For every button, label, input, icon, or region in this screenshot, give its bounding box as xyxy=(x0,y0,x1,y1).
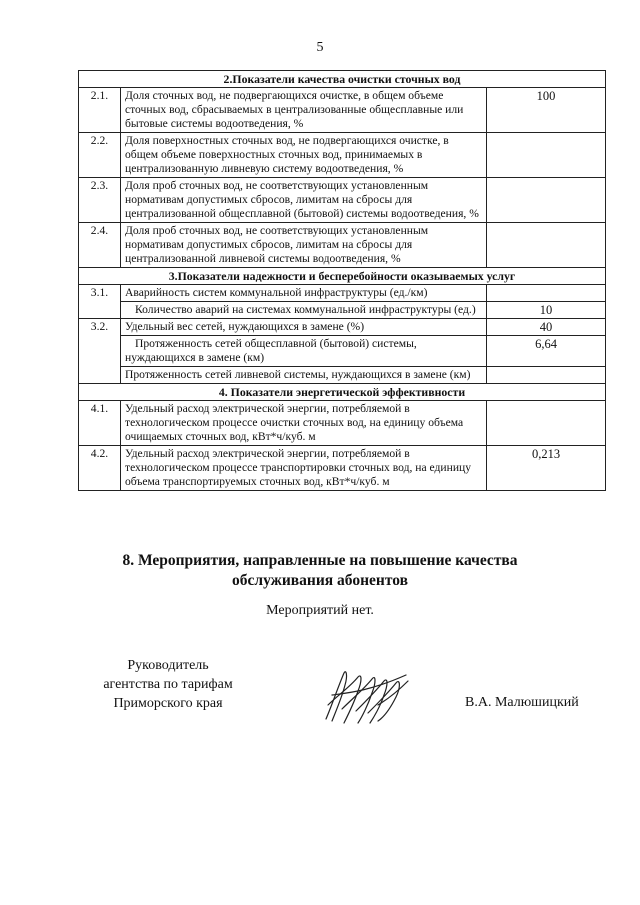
signer-title-line: агентства по тарифам xyxy=(103,677,233,692)
row-text: Доля проб сточных вод, не соответствующих установленным нормативам допустимых сбросов, лимитам на сбросы для централизованной общесплавной (бытовой) системы водоотведения, % xyxy=(121,178,487,223)
signer-name: В.А. Малюшицкий xyxy=(465,695,579,710)
section-title: 3.Показатели надежности и бесперебойности оказываемых услуг xyxy=(79,268,606,285)
row-value xyxy=(487,133,606,178)
signer-title-line: Приморского края xyxy=(113,696,223,711)
row-number: 3.2. xyxy=(79,319,121,384)
section-title: 2.Показатели качества очистки сточных вод xyxy=(79,71,606,88)
row-text: Аварийность систем коммунальной инфраструктуры (ед./км) xyxy=(121,285,487,302)
handwritten-signature xyxy=(318,665,413,727)
row-value: 6,64 xyxy=(487,336,606,367)
table-row xyxy=(79,302,606,319)
row-text: Количество аварий на системах коммунальной инфраструктуры (ед.) xyxy=(121,302,487,319)
row-number: 4.1. xyxy=(79,401,121,446)
signer-title-line: Руководитель xyxy=(127,658,209,673)
row-value: 10 xyxy=(487,302,606,319)
row-text: Протяженность сетей общесплавной (бытовой) системы, нуждающихся в замене (км) xyxy=(121,336,487,367)
row-number: 4.2. xyxy=(79,446,121,491)
row-value: 100 xyxy=(487,88,606,133)
heading-line: обслуживания абонентов xyxy=(232,572,408,589)
row-number: 3.1. xyxy=(79,285,121,319)
row-text: Доля проб сточных вод, не соответствующих установленным нормативам допустимых сбросов, лимитам на сбросы для централизованной ливневой системы водоотведения, % xyxy=(121,223,487,268)
row-value xyxy=(487,223,606,268)
table-row xyxy=(79,319,606,336)
section-header-row xyxy=(79,384,606,401)
section-header-row xyxy=(79,71,606,88)
table-row xyxy=(79,446,606,491)
table-row xyxy=(79,401,606,446)
no-measures-text: Мероприятий нет. xyxy=(266,603,374,618)
row-value xyxy=(487,401,606,446)
row-text: Доля сточных вод, не подвергающихся очистке, в общем объеме сточных вод, сбрасываемых в централизованные общесплавные или бытовые системы водоотведения, % xyxy=(121,88,487,133)
row-number: 2.2. xyxy=(79,133,121,178)
row-text: Доля поверхностных сточных вод, не подвергающихся очистке, в общем объеме поверхностных сточных вод, принимаемых в централизованную ливневую систему водоотведения, % xyxy=(121,133,487,178)
section-header-row xyxy=(79,268,606,285)
signer-title xyxy=(88,656,248,713)
table-row xyxy=(79,178,606,223)
page-number: 5 xyxy=(316,40,324,55)
row-value xyxy=(487,367,606,384)
table-row xyxy=(79,285,606,302)
indicators-table xyxy=(78,70,606,491)
table-row xyxy=(79,88,606,133)
heading-line: 8. Мероприятия, направленные на повышение качества xyxy=(122,552,518,569)
row-value xyxy=(487,178,606,223)
row-value: 0,213 xyxy=(487,446,606,491)
row-value: 40 xyxy=(487,319,606,336)
row-number: 2.1. xyxy=(79,88,121,133)
row-text: Удельный расход электрической энергии, потребляемой в технологическом процессе транспортировки сточных вод, на единицу объема транспортируемых сточных вод, кВт*ч/куб. м xyxy=(121,446,487,491)
table-row xyxy=(79,367,606,384)
table-row xyxy=(79,133,606,178)
row-number: 2.3. xyxy=(79,178,121,223)
section-heading xyxy=(0,551,640,591)
row-number: 2.4. xyxy=(79,223,121,268)
row-value xyxy=(487,285,606,302)
table-row xyxy=(79,223,606,268)
row-text: Удельный расход электрической энергии, потребляемой в технологическом процессе очистки сточных вод, на единицу объема очищаемых сточных вод, кВт*ч/куб. м xyxy=(121,401,487,446)
section-title: 4. Показатели энергетической эффективности xyxy=(79,384,606,401)
row-text: Удельный вес сетей, нуждающихся в замене (%) xyxy=(121,319,487,336)
row-text: Протяженность сетей ливневой системы, нуждающихся в замене (км) xyxy=(121,367,487,384)
table-row xyxy=(79,336,606,367)
